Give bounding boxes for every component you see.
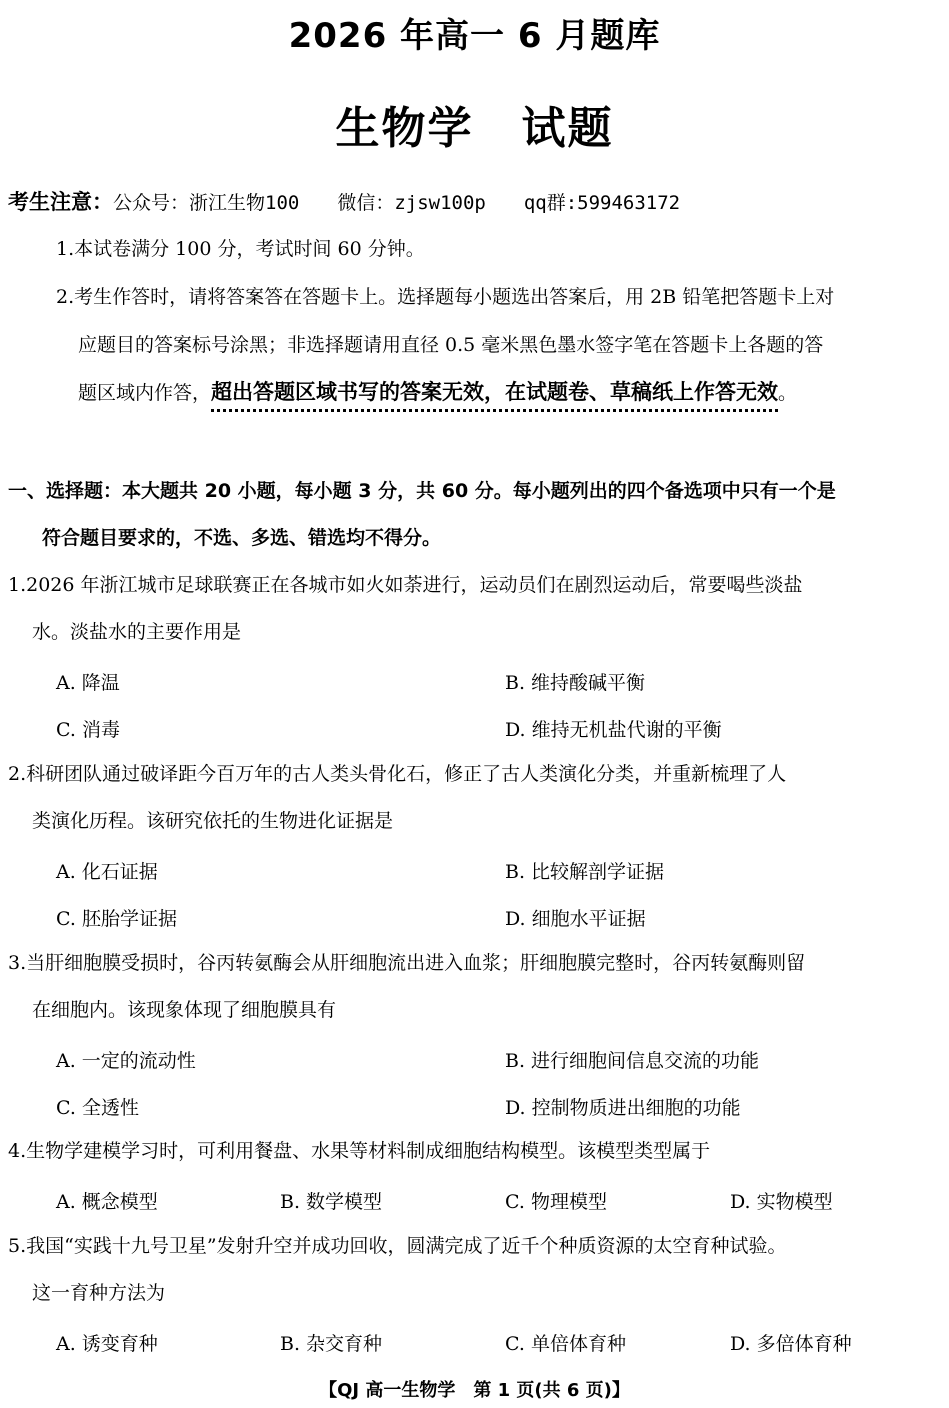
notice-item-1: 1.本试卷满分 100 分，考试时间 60 分钟。 — [56, 238, 425, 260]
section-heading-line-1: 一、选择题：本大题共 20 小题，每小题 3 分，共 60 分。每小题列出的四个备选项中只有一个是 — [8, 480, 836, 502]
subject-title — [0, 92, 949, 156]
question-3-option-b: B. 进行细胞间信息交流的功能 — [505, 1050, 760, 1072]
question-2-option-d: D. 细胞水平证据 — [505, 908, 646, 930]
notice-item-2-line-3 — [78, 380, 797, 405]
question-1-option-c: C. 消毒 — [56, 719, 120, 741]
notice-header — [8, 190, 680, 215]
question-5-option-b: B. 杂交育种 — [280, 1333, 383, 1355]
question-5-option-c: C. 单倍体育种 — [505, 1333, 626, 1355]
question-5-stem-line-1: 5.我国“实践十九号卫星”发射升空并成功回收，圆满完成了近千个种质资源的太空育种试验。 — [8, 1235, 787, 1257]
page-footer: 【QJ 高一生物学 第 1 页(共 6 页)】 — [319, 1380, 630, 1401]
question-3-option-c: C. 全透性 — [56, 1097, 139, 1119]
question-4-option-b: B. 数学模型 — [280, 1191, 383, 1213]
question-2-stem-line-1: 2.科研团队通过破译距今百万年的古人类头骨化石，修正了古人类演化分类，并重新梳理了人 — [8, 763, 787, 785]
question-1-stem-line-1: 1.2026 年浙江城市足球联赛正在各城市如火如荼进行，运动员们在剧烈运动后，常要喝些淡盐 — [8, 574, 803, 596]
notice-qq: qq群:599463172 — [523, 192, 681, 214]
notice-public-account: 公众号：浙江生物100 — [113, 192, 300, 214]
notice-item-2-line-2: 应题目的答案标号涂黑；非选择题请用直径 0.5 毫米黑色墨水签字笔在答题卡上各题的答 — [78, 334, 824, 356]
question-2-option-c: C. 胚胎学证据 — [56, 908, 177, 930]
question-5-option-a: A. 诱变育种 — [56, 1333, 158, 1355]
question-3-stem-line-2: 在细胞内。该现象体现了细胞膜具有 — [32, 999, 337, 1021]
notice-emphasis-text: 超出答题区域书写的答案无效，在试题卷、草稿纸上作答无效 — [211, 380, 779, 404]
notice-plain-text: 题区域内作答， — [78, 382, 212, 404]
notice-wechat: 微信：zjsw100p — [337, 192, 486, 214]
question-5-option-d: D. 多倍体育种 — [730, 1333, 852, 1355]
question-4-option-d: D. 实物模型 — [730, 1191, 833, 1213]
question-4-stem-line-1: 4.生物学建模学习时，可利用餐盘、水果等材料制成细胞结构模型。该模型类型属于 — [8, 1140, 711, 1162]
notice-label: 考生注意： — [8, 190, 113, 214]
question-1-option-d: D. 维持无机盐代谢的平衡 — [505, 719, 722, 741]
question-3-stem-line-1: 3.当肝细胞膜受损时，谷丙转氨酶会从肝细胞流出进入血浆；肝细胞膜完整时，谷丙转氨酶则留 — [8, 952, 806, 974]
question-2-option-b: B. 比较解剖学证据 — [505, 861, 665, 883]
question-5-stem-line-2: 这一育种方法为 — [32, 1282, 166, 1304]
question-1-option-b: B. 维持酸碱平衡 — [505, 672, 646, 694]
question-4-option-c: C. 物理模型 — [505, 1191, 607, 1213]
subject-suffix: 试题 — [521, 103, 614, 154]
section-heading-line-2: 符合题目要求的，不选、多选、错选均不得分。 — [42, 527, 442, 549]
notice-item-2-line-1: 2.考生作答时，请将答案答在答题卡上。选择题每小题选出答案后，用 2B 铅笔把答题卡上对 — [56, 286, 835, 308]
question-2-stem-line-2: 类演化历程。该研究依托的生物进化证据是 — [32, 810, 394, 832]
notice-end-punct: 。 — [778, 382, 798, 404]
question-4-option-a: A. 概念模型 — [56, 1191, 158, 1213]
question-1-option-a: A. 降温 — [56, 672, 120, 694]
question-2-option-a: A. 化石证据 — [56, 861, 158, 883]
question-3-option-d: D. 控制物质进出细胞的功能 — [505, 1097, 741, 1119]
subject-name: 生物学 — [335, 103, 474, 154]
exam-title: 2026 年高一 6 月题库 — [288, 16, 661, 56]
question-3-option-a: A. 一定的流动性 — [56, 1050, 196, 1072]
question-1-stem-line-2: 水。淡盐水的主要作用是 — [32, 621, 242, 643]
